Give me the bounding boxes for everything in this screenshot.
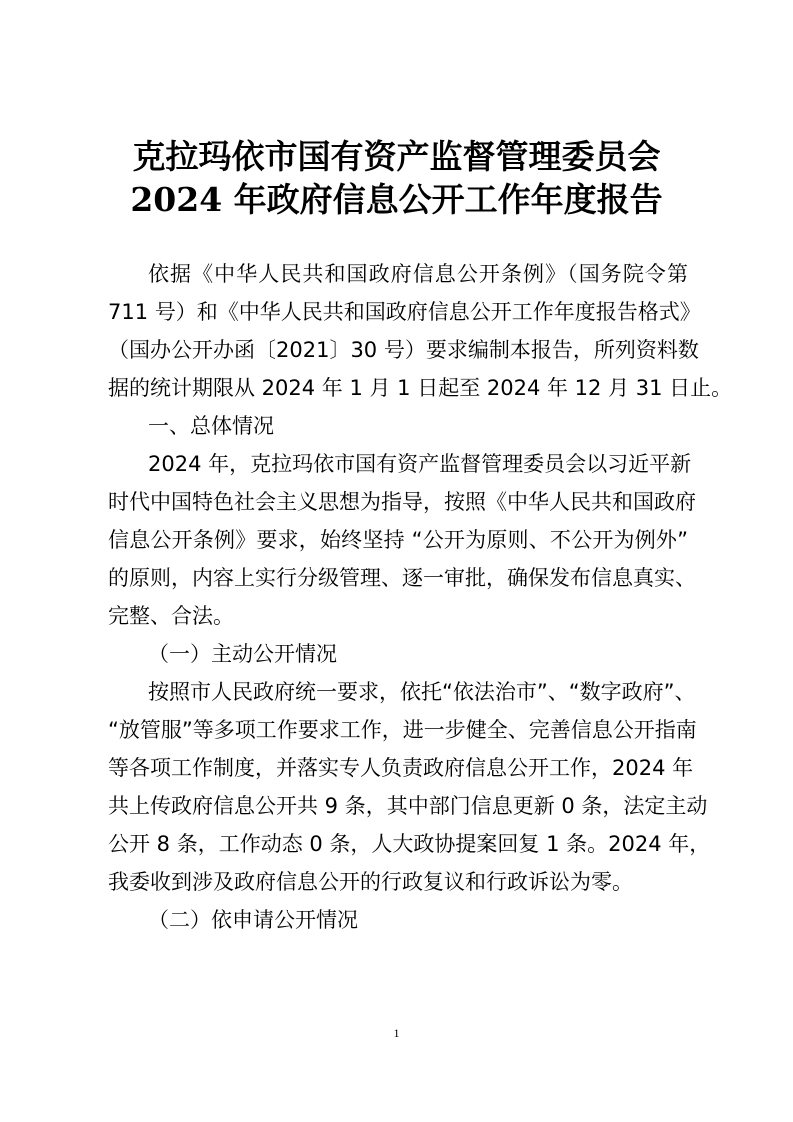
overview-line: 2024 年，克拉玛依市国有资产监督管理委员会以习近平新 [148,452,692,476]
intro-line: （国办公开办函〔2021〕30 号）要求编制本报告，所列资料数 [108,338,699,362]
overview-line: 的原则，内容上实行分级管理、逐一审批，确保发布信息真实、 [108,566,696,590]
document-title-line2: 2024 年政府信息公开工作年度报告 [130,180,663,219]
active-disclosure-line: “放管服”等多项工作要求工作，进一步健全、完善信息公开指南 [108,718,697,742]
overview-line: 时代中国特色社会主义思想为指导，按照《中华人民共和国政府 [108,490,696,514]
active-disclosure-line: 等各项工作制度，并落实专人负责政府信息公开工作，2024 年 [108,756,694,780]
document-title-line1: 克拉玛依市国有资产监督管理委员会 [132,137,661,176]
section-heading-overview: 一、总体情况 [148,414,274,438]
active-disclosure-line: 按照市人民政府统一要求，依托“依法治市”、“数字政府”、 [148,680,696,704]
intro-line: 据的统计期限从 2024 年 1 月 1 日起至 2024 年 12 月 31 日止。 [108,376,733,400]
intro-line: 711 号）和《中华人民共和国政府信息公开工作年度报告格式》 [108,300,701,324]
subsection-heading-application: （二）依申请公开情况 [148,908,358,932]
overview-line: 信息公开条例》要求，始终坚持 “公开为原则、不公开为例外” [108,528,688,552]
intro-line: 依据《中华人民共和国政府信息公开条例》（国务院令第 [148,262,688,286]
page-number: 1 [393,1026,400,1040]
subsection-heading-active: （一）主动公开情况 [148,642,337,666]
active-disclosure-line: 公开 8 条，工作动态 0 条，人大政协提案回复 1 条。2024 年， [108,832,711,856]
active-disclosure-line: 共上传政府信息公开共 9 条，其中部门信息更新 0 条，法定主动 [108,794,708,818]
overview-line: 完整、合法。 [108,604,234,628]
active-disclosure-line: 我委收到涉及政府信息公开的行政复议和行政诉讼为零。 [108,870,633,894]
